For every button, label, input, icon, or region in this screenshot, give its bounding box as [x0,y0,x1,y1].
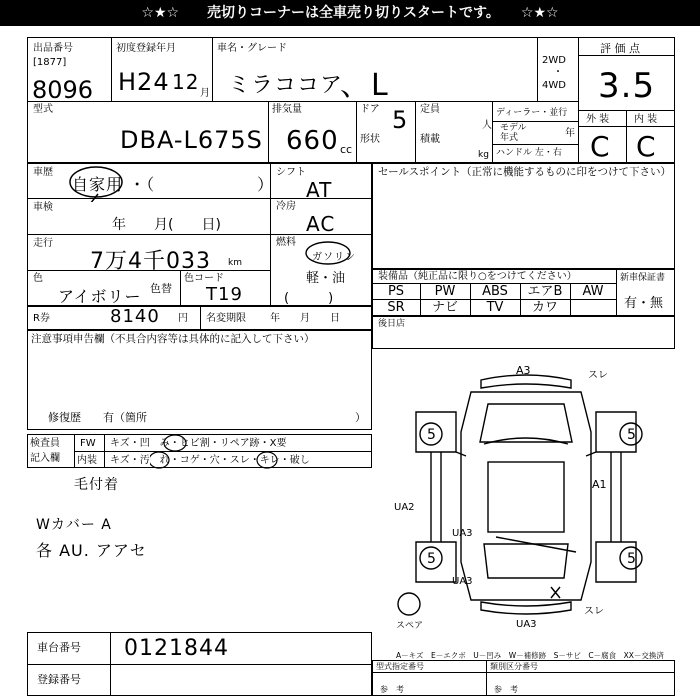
recycle-label: R券 [33,313,50,324]
warranty-label: 新車保証書 [620,273,666,283]
inspector-circles [150,432,350,472]
recycle-value: 8140 [110,306,160,327]
door-value: 5 [392,106,409,134]
equip-ps: PS [387,284,405,299]
sales-label: セールスポイント（正常に機能するものに印をつけて下さい） [378,166,672,178]
int-items: キズ・汚 れ・コゲ・穴・スレ・キレ・破し [110,455,310,466]
int-insp-label: 内装 [77,455,97,466]
mark-top-right: スレ [588,370,608,381]
door-label: ドア [360,104,380,115]
handle-label: ハンドル 左・右 [496,148,562,158]
chassis-value: 0121844 [124,636,229,661]
displacement-unit: cc [340,143,353,156]
mark-bottom-right: スレ [584,606,604,617]
spare-label: スペア [396,621,424,631]
equip-aw: AW [582,284,604,299]
car-name: ミラココア [228,73,344,98]
first-reg-month: 12 [172,70,200,94]
equipment-label: 装備品（純正品に限り○をつけてください） [378,271,577,282]
first-reg-year: H24 [118,68,170,96]
capacity-unit: 人 [482,120,492,131]
model-value: DBA-L675S [120,126,263,154]
equip-airbag: エアB [527,284,563,299]
car-grade: 、L [340,68,389,103]
category-label: 類別区分番号 [490,662,538,671]
load-unit: kg [478,150,489,160]
later-frame [372,316,675,349]
shift-label: シフト [276,167,306,178]
fuel-other: ( ) [284,291,334,306]
mark-top: A3 [516,364,531,377]
chassis-label: 車台番号 [37,641,81,654]
inspection-label: 車検 [33,202,53,213]
mileage-unit: km [228,258,242,268]
wheel-rr-mark: 5 [627,551,636,567]
banner: ☆★☆ 売切りコーナーは全車売り切りスタートです。 ☆★☆ [0,0,700,26]
lot-label: 出品番号 [33,43,73,54]
fw-items: キズ・凹 み・ヒビ割・リペア跡・X要 [110,438,287,449]
ac-label: 冷房 [276,201,296,212]
color-change-label: 色替 [150,282,172,295]
model-year-unit: 年 [565,128,575,139]
history-label: 車歴 [33,167,53,178]
equip-sr: SR [387,300,405,315]
fw-label: FW [80,438,96,449]
mileage-value: 7万4千033 [90,249,211,274]
fuel-label: 燃料 [276,237,296,248]
color-code-value: T19 [206,284,243,305]
model-year-label-1: モデル [500,123,527,133]
hand-note-3: 各 AU. アアセ [36,541,147,560]
model-year-label-2: 年式 [500,133,519,143]
color-code-label: 色コード [184,273,224,284]
score-value: 3.5 [598,66,656,106]
inspection-value: 年 月( 日) [112,217,221,233]
mark-left-mid: UA2 [394,502,415,513]
reg-label: 登録番号 [37,673,81,686]
sales-frame [372,163,675,269]
lot-number: 8096 [32,76,94,104]
repair-label: 修復歴 有（箇所 [48,411,147,424]
name-change-label: 名変期限 [206,313,246,324]
fuel-alt: 軽・油 [306,271,346,286]
name-change-value: 年 月 日 [270,313,340,324]
recycle-unit: 円 [178,313,188,324]
int-grade: C [636,130,657,163]
score-label: 評 価 点 [600,42,640,55]
ext-label: 外 装 [586,114,610,125]
damage-legend: A－キズ E－エクボ U－凹み W－補修跡 S－サビ C－腐食 XX－交換済 [396,651,664,660]
equip-leather: カワ [531,300,558,315]
wheel-rl-mark: 5 [427,551,436,567]
mark-right-mid: A1 [592,478,607,491]
displacement-value: 660 [286,126,339,156]
fuel-circle [304,240,352,266]
wheel-fr-mark: 5 [627,427,636,443]
drive-dot: ・ [553,67,563,78]
ext-grade: C [590,130,611,163]
history-value: 自家用 ・（ ） [72,175,275,194]
repair-close: ） [355,411,366,424]
drive-4wd: 4WD [542,80,566,91]
lot-sub: [1877] [33,57,67,68]
color-value: アイボリー [58,287,142,306]
ref-label-2: 参 考 [494,685,518,694]
history-circle [68,164,126,202]
designation-label: 型式指定番号 [376,662,424,671]
notes-label: 注意事項申告欄（不具合内容等は具体的に記入して下さい） [31,333,315,345]
model-label: 型式 [33,104,53,115]
car-diagram [376,352,676,648]
color-label: 色 [33,273,43,284]
wheel-fl-mark: 5 [427,427,436,443]
mark-bottom: UA3 [516,619,537,630]
mileage-label: 走行 [33,238,53,249]
load-label: 積載 [420,134,440,145]
ref-label-1: 参 考 [380,685,404,694]
inspector-label-1: 検査員 [30,438,60,449]
displacement-label: 排気量 [272,104,302,115]
ac-value: AC [306,212,336,236]
equip-abs: ABS [482,284,508,299]
hand-note-1: 毛付着 [74,477,119,493]
equip-navi: ナビ [431,300,458,315]
shift-value: AT [306,178,333,202]
fuel-value: ガソリン [312,252,356,263]
equip-tv: TV [486,300,504,315]
month-unit: 月 [200,88,210,99]
equip-pw: PW [434,284,456,299]
int-label: 内 装 [634,114,658,125]
later-label: 後日店 [378,319,406,329]
mark-left-low: UA3 [452,576,473,587]
warranty-value: 有・無 [624,296,664,311]
dealer-label: ディーラー・並行 [496,108,568,118]
hand-note-2: Wカバー A [36,517,112,533]
mark-center-low: UA3 [452,528,473,539]
name-label: 車名・グレード [217,43,287,54]
first-reg-label: 初度登録年月 [116,43,176,54]
drive-2wd: 2WD [542,55,566,66]
shape-label: 形状 [360,134,380,145]
inspector-label-2: 記入欄 [30,453,60,464]
capacity-label: 定員 [420,104,440,115]
